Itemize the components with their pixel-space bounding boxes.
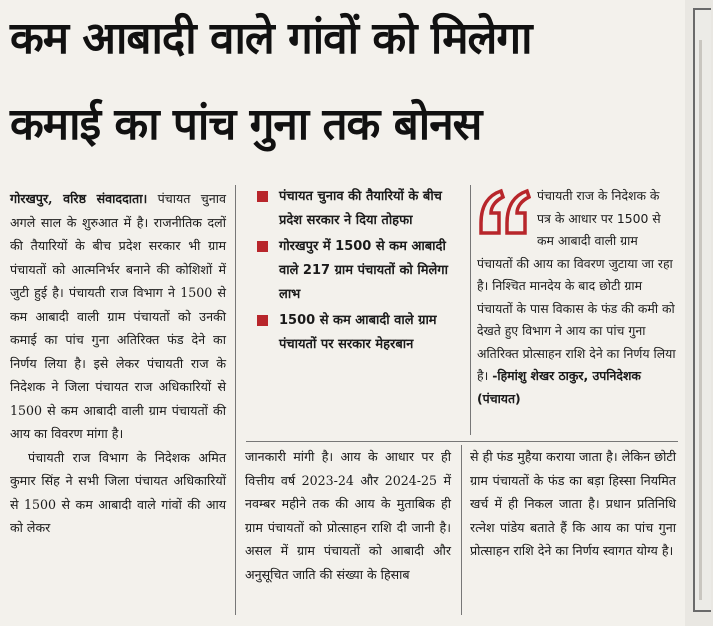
byline: गोरखपुर, वरिष्ठ संवाददाता। — [10, 191, 148, 206]
highlight-item — [255, 235, 463, 307]
article-paragraph-1: पंचायत चुनाव अगले साल के शुरुआत में है। राजनीतिक दलों की तैयारियों के बीच प्रदेश सरकार भी ग्राम पंचायतों को आत्मनिर्भर बनाने की कोशिशों में जुटी हुई है। पंचायती राज विभाग ने 1500 से कम आबादी वाली ग्राम पंचायतों को उनकी कमाई का पांच गुना अतिरिक्त फंड देने का निर्णय लिया है। इसे लेकर पंचायती राज के निदेशक ने जिला पंचायत राज अधिकारियों से 1500 से कम आबादी वाली ग्राम पंचायतों की आय का विवरण मांगा है। — [10, 191, 226, 441]
article-column-3-text: से ही फंड मुहैया कराया जाता है। लेकिन छोटी ग्राम पंचायतों के फंड का बड़ा हिस्सा नियमित खर्च में ही निकल जाता है। प्रधान प्रतिनिधि रत्नेश पांडेय बताते हैं कि आय का पांच गुना प्रोत्साहन राशि देने का निर्णय स्वागत योग्य है। — [470, 449, 676, 558]
highlights-box — [255, 185, 463, 359]
headline-line-2: कमाई का पांच गुना तक बोनस — [10, 99, 482, 150]
column-divider-1 — [235, 185, 236, 615]
quote-text: पंचायती राज के निदेशक के पत्र के आधार पर 1500 से कम आबादी वाली ग्राम पंचायतों की आय का विवरण जुटाया जा रहा है। निश्चित मानदेय के बाद छोटी ग्राम पंचायतों के पास विकास के फंड की कमी को देखते हुए विभाग ने आय का पांच गुना अतिरिक्त प्रोत्साहन राशि देने का निर्णय लिया है। — [477, 188, 676, 383]
red-square-bullet-icon — [257, 315, 268, 326]
highlight-item — [255, 185, 463, 233]
column-divider-2 — [470, 185, 471, 435]
article-paragraph-2: पंचायती राज विभाग के निदेशक अमित कुमार सिंह ने सभी जिला पंचायत अधिकारियों से 1500 से कम आबादी वाले गांवों की आय को लेकर — [10, 449, 226, 535]
highlight-text: गोरखपुर में 1500 से कम आबादी वाले 217 ग्राम पंचायतों को मिलेगा लाभ — [279, 239, 448, 302]
red-square-bullet-icon — [257, 191, 268, 202]
headline-line-1: कम आबादी वाले गांवों को मिलेगा — [10, 13, 532, 64]
article-column-3 — [470, 445, 676, 563]
highlight-text: पंचायत चुनाव की तैयारियों के बीच प्रदेश सरकार ने दिया तोहफा — [279, 189, 442, 228]
red-square-bullet-icon — [257, 241, 268, 252]
pull-quote — [477, 185, 677, 410]
highlight-item — [255, 309, 463, 357]
article-column-2-text: जानकारी मांगी है। आय के आधार पर ही वित्तीय वर्ष 2023-24 और 2024-25 में नवम्बर महीने तक की आय के मुताबिक ही ग्राम पंचायतों को प्रोत्साहन राशि दी जानी है। असल में ग्राम पंचायतों को आबादी और अनुसूचित जाति की संख्या के हिसाब — [245, 449, 451, 582]
section-divider — [246, 441, 678, 442]
quote-attribution: -हिमांशु शेखर ठाकुर, उपनिदेशक (पंचायत) — [477, 368, 641, 406]
highlight-text: 1500 से कम आबादी वाले ग्राम पंचायतों पर सरकार मेहरबान — [279, 313, 437, 352]
column-divider-3 — [461, 445, 462, 615]
article-column-1 — [10, 187, 226, 540]
quote-mark-icon — [477, 187, 531, 239]
adjacent-page-edge — [693, 8, 711, 612]
article-column-2 — [245, 445, 451, 586]
